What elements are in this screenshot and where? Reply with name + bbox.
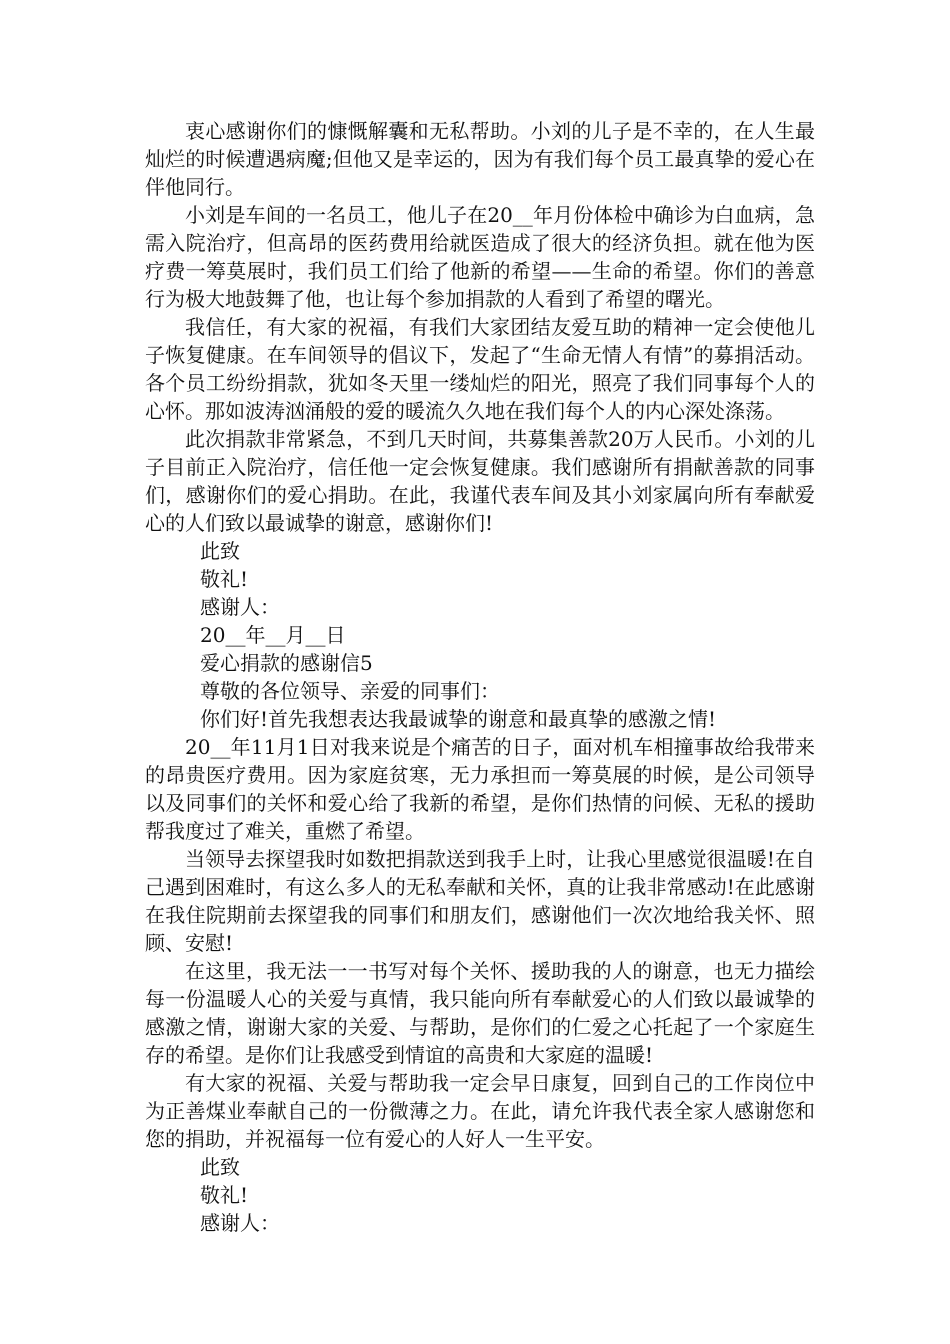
paragraph-visit: 当领导去探望我时如数把捐款送到我手上时，让我心里感觉很温暖!在自己遇到困难时，有这么多人的无私奉献和关怀，真的让我非常感动!在此感谢在我住院期前去探望我的同事们和朋友们，感谢他们一次次地给我关怀、照顾、安慰! [145, 847, 815, 955]
closing-salute-2: 此致 [200, 1155, 240, 1179]
letter-greeting: 尊敬的各位领导、亲爱的同事们： [200, 679, 500, 703]
paragraph-background: 小刘是车间的一名员工，他儿子在20__年月份体检中确诊为白血病，急需入院治疗，但高昂的医药费用给就医造成了很大的经济负担。就在他为医疗费一筹莫展时，我们员工们给了他新的希望——生命的希望。你们的善意行为极大地鼓舞了他，也让每个参加捐款的人看到了希望的曙光。 [145, 203, 815, 311]
closing-date: 20__年__月__日 [200, 623, 346, 647]
paragraph-thanks: 衷心感谢你们的慷慨解囊和无私帮助。小刘的儿子是不幸的，在人生最灿烂的时候遭遇病魔;但他又是幸运的，因为有我们每个员工最真挚的爱心在伴他同行。 [145, 119, 815, 199]
closing-signer-2: 感谢人： [200, 1211, 280, 1235]
closing-signer: 感谢人： [200, 595, 280, 619]
closing-regards-2: 敬礼! [200, 1183, 249, 1207]
paragraph-gratitude: 在这里，我无法一一书写对每个关怀、援助我的人的谢意，也无力描绘每一份温暖人心的关爱与真情，我只能向所有奉献爱心的人们致以最诚挚的感激之情，谢谢大家的关爱、与帮助，是你们的仁爱之心托起了一个家庭生存的希望。是你们让我感受到情谊的高贵和大家庭的温暖! [145, 959, 815, 1067]
closing-salute: 此致 [200, 539, 240, 563]
closing-regards: 敬礼! [200, 567, 249, 591]
letter-opening: 你们好!首先我想表达我最诚挚的谢意和最真挚的感激之情! [200, 707, 717, 731]
letter-body [145, 117, 815, 1237]
letter-title: 爱心捐款的感谢信5 [200, 651, 373, 675]
paragraph-donation: 此次捐款非常紧急，不到几天时间，共募集善款20万人民币。小刘的儿子目前正入院治疗，信任他一定会恢复健康。我们感谢所有捐献善款的同事们，感谢你们的爱心捐助。在此，我谨代表车间及其小刘家属向所有奉献爱心的人们致以最诚挚的谢意，感谢你们! [145, 427, 815, 535]
paragraph-belief: 我信任，有大家的祝福，有我们大家团结友爱互助的精神一定会使他儿子恢复健康。在车间领导的倡议下，发起了“生命无情人有情”的募捐活动。各个员工纷纷捐款，犹如冬天里一缕灿烂的阳光，照亮了我们同事每个人的心怀。那如波涛汹涌般的爱的暖流久久地在我们每个人的内心深处涤荡。 [145, 315, 815, 423]
paragraph-recovery: 有大家的祝福、关爱与帮助我一定会早日康复，回到自己的工作岗位中为正善煤业奉献自己的一份微薄之力。在此，请允许我代表全家人感谢您和您的捐助，并祝福每一位有爱心的人好人一生平安。 [145, 1071, 815, 1151]
paragraph-accident: 20__年11月1日对我来说是个痛苦的日子，面对机车相撞事故给我带来的昂贵医疗费用。因为家庭贫寒，无力承担而一筹莫展的时候，是公司领导以及同事们的关怀和爱心给了我新的希望，是你们热情的问候、无私的援助帮我度过了难关，重燃了希望。 [145, 735, 815, 843]
